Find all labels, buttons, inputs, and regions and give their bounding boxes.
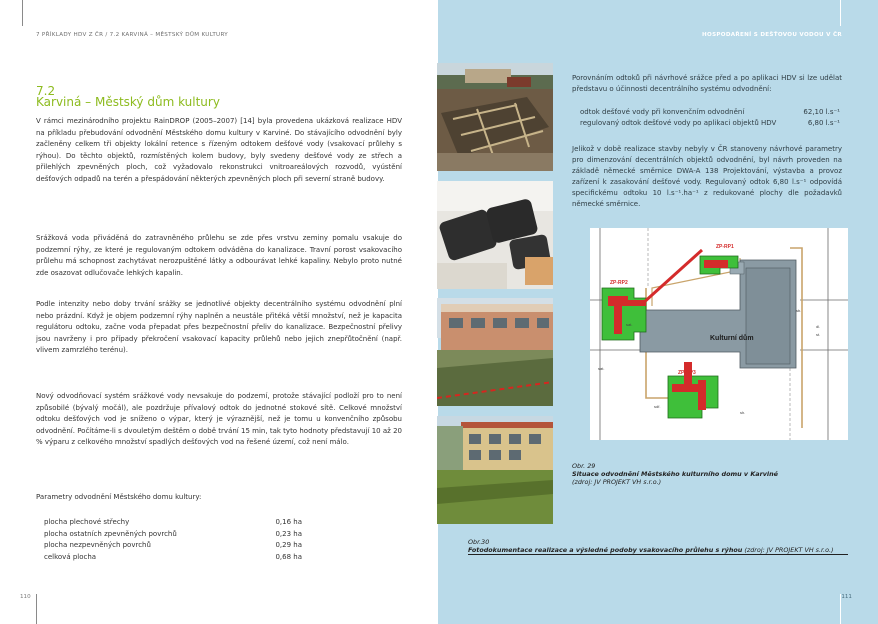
figure-30-caption [468, 538, 834, 554]
figure-number: Obr.30 [468, 538, 490, 546]
plan-note: dl. [816, 324, 821, 329]
paragraph-parameters: Parametry odvodnění Městského domu kultury: [36, 493, 202, 501]
running-header-left: 7 PŘÍKLADY HDV Z ČR / 7.2 KARVINÁ – MĚSTSKÝ DŮM KULTURY [36, 32, 228, 38]
paragraph-operation: Podle intenzity nebo doby trvání srážky se jednotlivé objekty decentrálního systému odvodnění plní nebo prázdní. Když je objem podzemní rýhy naplněn a neustále přitéká větší množství, než je kapacita regulátoru odtoku, začne voda přepadat přes bezpečnostní přeliv do kanalizace. Bezpečnostní přelivy jsou navrženy i pro případy překročení vsakovací kapacity průlehů nebo jejich znepřůtočnění (např. vlivem zamrzlého terénu). [36, 300, 402, 355]
runoff-value: 62,10 l.s⁻¹ [803, 108, 840, 116]
area-value: 0,29 ha [275, 541, 302, 550]
figure-source: (zdroj: JV PROJEKT VH s.r.o.) [572, 478, 662, 486]
figure-title: Fotodokumentace realizace a výsledné podoby vsakovacího průlehu s rýhou [468, 546, 743, 554]
photo-finished-swale [437, 416, 553, 524]
site-plan [590, 228, 848, 440]
building-label: Kulturní dům [710, 335, 754, 342]
area-row [44, 540, 302, 552]
plan-note: sh. [740, 410, 746, 415]
swale-label-3: ZP-RP3 [678, 370, 696, 376]
plan-note: sat. [626, 322, 633, 327]
photo-building-swale [437, 298, 553, 406]
caption-rule [468, 554, 848, 555]
plan-note: sdf. [654, 404, 661, 409]
crop-line [22, 0, 23, 26]
runoff-row [580, 107, 840, 118]
section-number: 7.2 [36, 84, 56, 98]
area-label: plocha plechové střechy [44, 518, 130, 526]
page-number-left: 110 [20, 594, 31, 600]
plan-note: sb. [796, 308, 802, 313]
photo-geotextile [437, 181, 553, 289]
page-number-right: 111 [841, 594, 852, 600]
runoff-row [580, 118, 840, 129]
area-value: 0,23 ha [275, 529, 302, 538]
figure-source: (zdroj: JV PROJEKT VH s.r.o.) [744, 546, 834, 554]
left-page [0, 0, 438, 624]
area-table [44, 517, 302, 563]
crop-line [840, 0, 841, 26]
runoff-label: odtok dešťové vody při konvenčním odvodnění [580, 108, 745, 116]
figure-caption-line [468, 546, 834, 554]
swale-label-1: ZP-RP1 [716, 244, 734, 250]
paragraph-design: Jelikož v době realizace stavby nebyly v ČR stanoveny návrhové parametry pro dimenzování decentrálních objektů odvodnění, byl návrh proveden na základě německé směrnice DWA-A 138 Projektování, výstavba a provoz zařízení k zasakování dešťové vody. Regulovaný odtok 6,80 l.s⁻¹ odpovídá specifickému odtoku 10 l.s⁻¹.ha⁻¹ z redukované plochy dle požadavků německé směrnice. [572, 145, 842, 208]
area-label: plocha nezpevněných povrchů [44, 541, 151, 550]
area-label: celková plocha [44, 552, 97, 561]
running-header-right: HOSPODAŘENÍ S DEŠŤOVOU VODOU V ČR [702, 32, 842, 38]
runoff-value: 6,80 l.s⁻¹ [807, 119, 840, 127]
paragraph-comparison: Porovnáním odtoků při návrhové srážce před a po aplikaci HDV si lze udělat představu o účinnosti decentrálního systému odvodnění: [572, 74, 842, 93]
area-value: 0,16 ha [275, 518, 302, 526]
runoff-table [580, 107, 840, 129]
crop-line [36, 594, 37, 624]
plan-note: st. [816, 332, 821, 337]
area-value: 0,68 ha [275, 552, 302, 561]
area-row [44, 552, 302, 564]
area-label: plocha ostatních zpevněných povrchů [44, 529, 177, 538]
plan-note: sat. [598, 366, 605, 371]
area-row [44, 517, 302, 529]
figure-title: Situace odvodnění Městského kulturního domu v Karviné [572, 470, 778, 478]
paragraph-infiltration: Srážková voda přiváděná do zatravněného průlehu se zde přes vrstvu zeminy pomalu vsakuje do podzemní rýhy, ze které je regulovaným odtokem odváděna do kanalizace. Travní porost vsakovacího průlehu má schopnost zachytávat nerozpuštěné látky a odbourávat lehké kapaliny. Nebylo proto nutné zde osazovat odlučovače lehkých kapalin. [36, 234, 402, 277]
paragraph-intro: V rámci mezinárodního projektu RainDROP (2005–2007) [14] byla provedena ukázková realizace HDV na příkladu přebudování odvodnění Městského domu kultury v Karviné. Do stávajícího odvodnění byly začleněny celkem tři objekty lokální retence s řízeným odtokem dešťové vody (vsakovací průlehy s rýhou). Do těchto objektů, rozmístěných kolem budovy, byly svedeny dešťové vody ze střech a přilehlých zpevněných ploch, což vyžadovalo rekonstrukci vnitroareálových rozvodů, vyústění dešťových odpadů na terén a přespádování některých zpevněných ploch při severní straně budovy. [36, 117, 402, 183]
section-title: Karviná – Městský dům kultury [36, 95, 220, 109]
figure-29-caption [572, 462, 778, 486]
paragraph-effect: Nový odvodňovací systém srážkové vody nevsakuje do podzemí, protože stávající podloží pro to není způsobilé (bývalý močál), ale pozdržuje přívalový odtok do jednotné stokové sítě. Celkové množství odtoku dešťových vod je sníženo o výpar, který je výraznější, než je tomu u konvenčního způsobu odvodnění. Počítáme-li s dvouletým deštěm o době trvání 15 min, tak tyto hodnoty představují 10 až 20 % výparu z celkového množství spadlých dešťových vod na řešené území, což není málo. [36, 392, 402, 447]
area-row [44, 529, 302, 541]
runoff-label: regulovaný odtok dešťové vody po aplikaci objektů HDV [580, 119, 777, 127]
swale-label-2: ZP-RP2 [610, 280, 628, 286]
figure-number: Obr. 29 [572, 462, 596, 470]
photo-excavation [437, 63, 553, 171]
